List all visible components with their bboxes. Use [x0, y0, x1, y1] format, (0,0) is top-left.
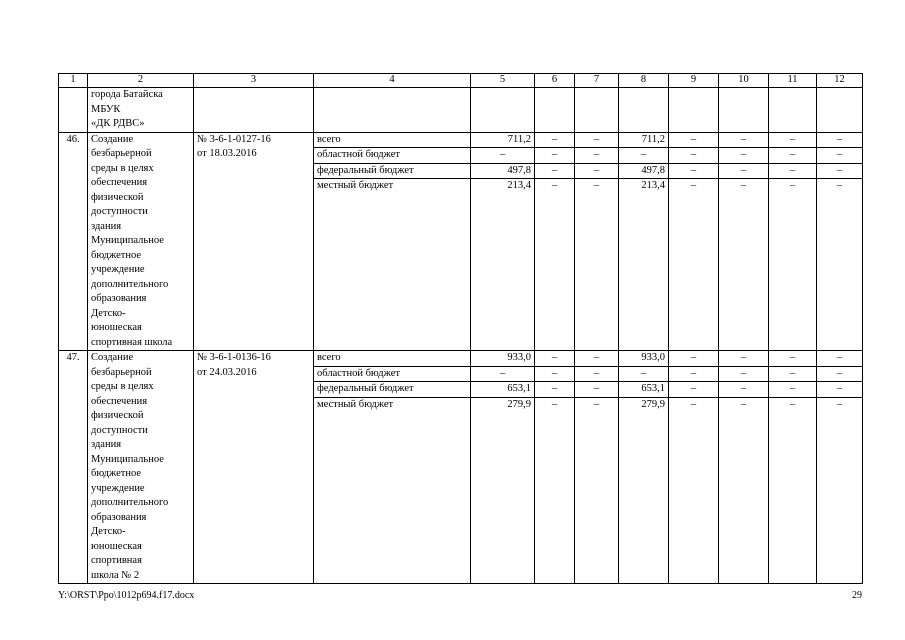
value-cell: – [669, 148, 719, 164]
value-cell: – [669, 351, 719, 367]
value-cell: – [471, 366, 535, 382]
header-cell: 9 [669, 74, 719, 88]
fund-cell: местный бюджет [314, 179, 471, 351]
value-cell: – [817, 163, 863, 179]
value-cell: – [575, 351, 619, 367]
value-cell: – [769, 148, 817, 164]
header-cell: 4 [314, 74, 471, 88]
value-cell: – [575, 179, 619, 351]
value-cell: – [535, 148, 575, 164]
value-cell: – [817, 351, 863, 367]
value-cell: 279,9 [471, 398, 535, 584]
value-cell: – [817, 398, 863, 584]
header-cell: 3 [194, 74, 314, 88]
fund-cell: всего [314, 132, 471, 148]
table-row [59, 132, 863, 148]
value-cell: – [575, 148, 619, 164]
value-cell: – [719, 148, 769, 164]
value-cell: – [817, 179, 863, 351]
value-cell: – [719, 382, 769, 398]
header-cell: 10 [719, 74, 769, 88]
value-cell: – [719, 398, 769, 584]
value-cell: – [471, 148, 535, 164]
value-cell: – [719, 351, 769, 367]
value-cell: – [817, 366, 863, 382]
value-cell: – [769, 382, 817, 398]
header-cell: 8 [619, 74, 669, 88]
value-cell: – [669, 366, 719, 382]
value-cell: 279,9 [619, 398, 669, 584]
value-cell: 711,2 [471, 132, 535, 148]
value-cell: – [669, 132, 719, 148]
header-cell: 2 [88, 74, 194, 88]
value-cell: – [769, 366, 817, 382]
header-cell: 1 [59, 74, 88, 88]
value-cell: 933,0 [471, 351, 535, 367]
value-cell: – [719, 366, 769, 382]
row-number-cell [59, 88, 88, 133]
value-cell: 213,4 [471, 179, 535, 351]
value-cell: 497,8 [471, 163, 535, 179]
table-row-continuation [59, 88, 863, 133]
value-cell: – [575, 398, 619, 584]
object-name-cell: города Батайска МБУК «ДК РДВС» [88, 88, 194, 133]
doc-cell [194, 88, 314, 133]
footer-file-path: Y:\ORST\Ppo\1012p694.f17.docx [58, 590, 195, 601]
row-number-cell: 46. [59, 132, 88, 351]
value-cell: 653,1 [471, 382, 535, 398]
value-cell: – [769, 132, 817, 148]
budget-table [58, 73, 863, 584]
value-cell: – [669, 179, 719, 351]
value-cell: – [535, 382, 575, 398]
value-cell: – [575, 163, 619, 179]
value-cell: – [619, 148, 669, 164]
header-cell: 12 [817, 74, 863, 88]
fund-cell: федеральный бюджет [314, 382, 471, 398]
fund-cell: местный бюджет [314, 398, 471, 584]
value-cell: – [575, 132, 619, 148]
object-name-cell: Создание безбарьерной среды в целях обеспечения физической доступности здания Муниципальное бюджетное учреждение дополнительного образования Детско- юношеская спортивная школа [88, 132, 194, 351]
value-cell: – [575, 382, 619, 398]
value-cell: – [817, 382, 863, 398]
doc-cell: № 3-6-1-0127-16 от 18.03.2016 [194, 132, 314, 351]
value-cell: – [535, 366, 575, 382]
value-cell: – [769, 163, 817, 179]
value-cell: – [535, 132, 575, 148]
value-cell: – [719, 179, 769, 351]
value-cell: – [535, 351, 575, 367]
value-cell: 933,0 [619, 351, 669, 367]
value-cell: – [535, 398, 575, 584]
page-number: 29 [852, 590, 862, 601]
value-cell: 213,4 [619, 179, 669, 351]
value-cell: – [769, 351, 817, 367]
value-cell: 497,8 [619, 163, 669, 179]
value-cell: – [719, 132, 769, 148]
table-row [59, 351, 863, 367]
header-row [59, 74, 863, 88]
value-cell: – [535, 179, 575, 351]
value-cell: – [619, 366, 669, 382]
value-cell: 653,1 [619, 382, 669, 398]
value-cell: – [817, 148, 863, 164]
value-cell: – [769, 398, 817, 584]
fund-cell: областной бюджет [314, 366, 471, 382]
object-name-cell: Создание безбарьерной среды в целях обеспечения физической доступности здания Муниципальное бюджетное учреждение дополнительного образования Детско- юношеская спортивная школа № 2 [88, 351, 194, 584]
header-cell: 7 [575, 74, 619, 88]
value-cell: – [817, 132, 863, 148]
fund-cell: всего [314, 351, 471, 367]
value-cell: 711,2 [619, 132, 669, 148]
value-cell: – [719, 163, 769, 179]
value-cell: – [535, 163, 575, 179]
fund-cell: федеральный бюджет [314, 163, 471, 179]
value-cell: – [769, 179, 817, 351]
header-cell: 11 [769, 74, 817, 88]
value-cell: – [575, 366, 619, 382]
value-cell: – [669, 163, 719, 179]
fund-cell: областной бюджет [314, 148, 471, 164]
value-cell: – [669, 398, 719, 584]
header-cell: 5 [471, 74, 535, 88]
value-cell: – [669, 382, 719, 398]
row-number-cell: 47. [59, 351, 88, 584]
header-cell: 6 [535, 74, 575, 88]
fund-cell [314, 88, 471, 133]
doc-cell: № 3-6-1-0136-16 от 24.03.2016 [194, 351, 314, 584]
